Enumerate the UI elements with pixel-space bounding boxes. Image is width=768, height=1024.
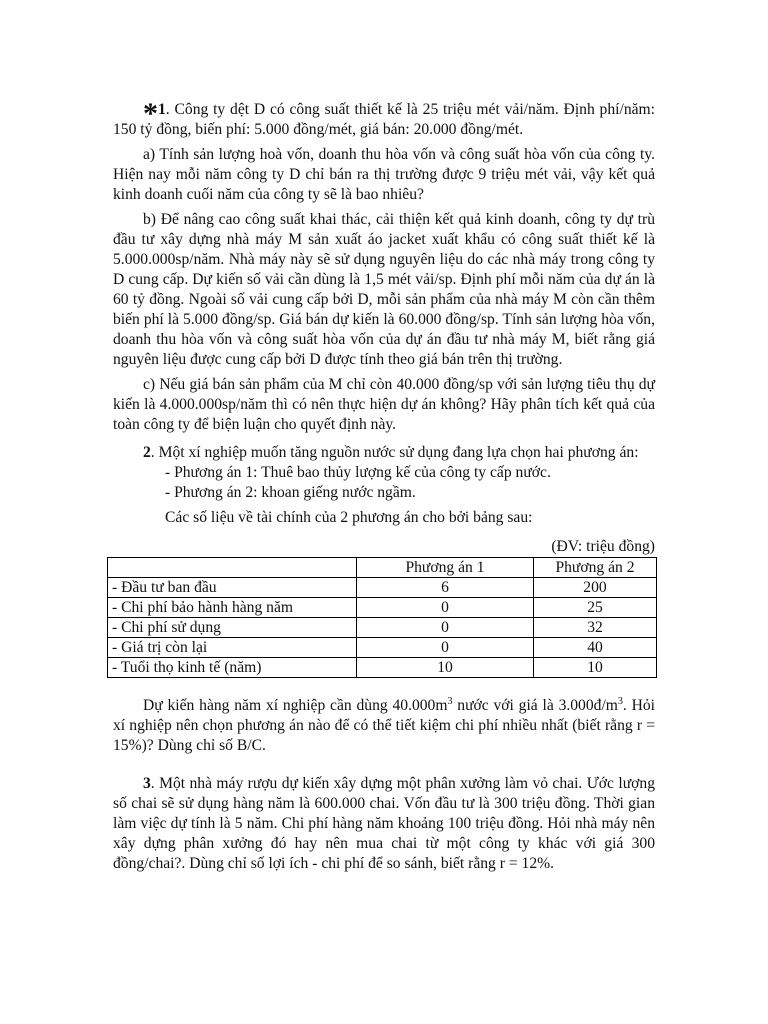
- table-cell: 200: [534, 578, 657, 598]
- q3-text: 3. Một nhà máy rượu dự kiến xây dựng một phân xưởng làm vỏ chai. Ước lượng số chai sẽ sử dụng hàng năm là 600.000 chai. Vốn đầu tư là 300 triệu đồng. Thời gian làm việc dự tính là 5 năm. Chi phí hàng năm khoảng 100 triệu đồng. Hỏi nhà máy nên xây dựng phân xưởng đó hay nên mua chai từ một công ty khác với giá 300 đồng/chai?. Dùng chỉ số lợi ích - chi phí để so sánh, biết rằng r = 12%.: [113, 775, 655, 872]
- q1-part-a: a) Tính sản lượng hoà vốn, doanh thu hòa vốn và công suất hòa vốn của công ty. Hiện nay mỗi năm công ty D chỉ bán ra thị trường được 9 triệu mét vải, vậy kết quả kinh doanh cuối năm của công ty sẽ là bao nhiêu?: [113, 146, 655, 203]
- q3-number: 3: [143, 775, 151, 792]
- table-cell: 25: [534, 598, 657, 618]
- table-cell: - Tuổi thọ kinh tế (năm): [108, 658, 357, 678]
- table-cell: 0: [357, 638, 534, 658]
- table-row: [108, 638, 657, 658]
- q2-table-intro: Các số liệu về tài chính của 2 phương án cho bởi bảng sau:: [165, 509, 533, 526]
- table-header-cell: [108, 558, 357, 578]
- table-cell: - Đầu tư ban đầu: [108, 578, 357, 598]
- table-cell: 40: [534, 638, 657, 658]
- q2-options: [165, 463, 655, 503]
- table-cell: 32: [534, 618, 657, 638]
- table-row: [108, 578, 657, 598]
- q1-number: 1: [158, 101, 166, 118]
- table-header-cell: Phương án 1: [357, 558, 534, 578]
- q2-table-block: [113, 537, 655, 678]
- q1-part-b: b) Để nâng cao công suất khai thác, cải thiện kết quả kinh doanh, công ty dự trù đầu tư xây dựng nhà máy M sản xuất áo jacket xuất khẩu có công suất thiết kế là 5.000.000sp/năm. Nhà máy này sẽ sử dụng nguyên liệu do các nhà máy trong công ty D cung cấp. Dự kiến số vải cần dùng là 1,5 mét vải/sp. Định phí mỗi năm của dự án là 60 tỷ đồng. Ngoài số vải cung cấp bởi D, mỗi sản phẩm của nhà máy M còn cần thêm biến phí là 5.000 đồng/sp. Giá bán dự kiến là 60.000 đồng/sp. Tính sản lượng hòa vốn, doanh thu hòa vốn và công suất hòa vốn của dự án đầu tư nhà máy M, biết rằng giá nguyên liệu được cung cấp bởi D được tính theo giá bán trên thị trường.: [113, 211, 655, 368]
- table-cell: - Chi phí sử dụng: [108, 618, 357, 638]
- table-cell: 10: [357, 658, 534, 678]
- q2-option-2: - Phương án 2: khoan giếng nước ngầm.: [165, 484, 416, 501]
- table-cell: - Giá trị còn lại: [108, 638, 357, 658]
- table-cell: 6: [357, 578, 534, 598]
- table-cell: 0: [357, 598, 534, 618]
- table-header-row: [108, 558, 657, 578]
- q1-intro: *1. Công ty dệt D có công suất thiết kế là 25 triệu mét vải/năm. Định phí/năm: 150 tỷ đồng, biến phí: 5.000 đồng/mét, giá bán: 20.000 đồng/mét.: [113, 97, 655, 138]
- q2-intro: 2. Một xí nghiệp muốn tăng nguồn nước sử dụng đang lựa chọn hai phương án:: [143, 444, 639, 461]
- table-row: [108, 598, 657, 618]
- star-mark: *: [143, 97, 158, 130]
- q2-option-1: - Phương án 1: Thuê bao thủy lượng kế của công ty cấp nước.: [165, 464, 551, 481]
- table-cell: - Chi phí bảo hành hàng năm: [108, 598, 357, 618]
- table-row: [108, 658, 657, 678]
- unit-note: (ĐV: triệu đồng): [551, 538, 655, 555]
- q2-number: 2: [143, 444, 151, 461]
- table-header-cell: Phương án 2: [534, 558, 657, 578]
- table-row: [108, 618, 657, 638]
- document-page: [112, 97, 656, 874]
- table-cell: 10: [534, 658, 657, 678]
- q1-part-c: c) Nếu giá bán sản phẩm của M chỉ còn 40.000 đồng/sp với sản lượng tiêu thụ dự kiến là 4.000.000sp/năm thì có nên thực hiện dự án không? Hãy phân tích kết quả của toàn công ty để biện luận cho quyết định này.: [113, 376, 655, 433]
- finance-table: [107, 557, 657, 678]
- q2-question: Dự kiến hàng năm xí nghiệp cần dùng $40.000m^3$ nước với giá là $3.000đ/m^3$. Hỏi xí nghiệp nên chọn phương án nào để có thể tiết kiệm chi phí nhiều nhất (biết rằng r = 15%)? Dùng chỉ số B/C.: [113, 695, 656, 754]
- table-cell: 0: [357, 618, 534, 638]
